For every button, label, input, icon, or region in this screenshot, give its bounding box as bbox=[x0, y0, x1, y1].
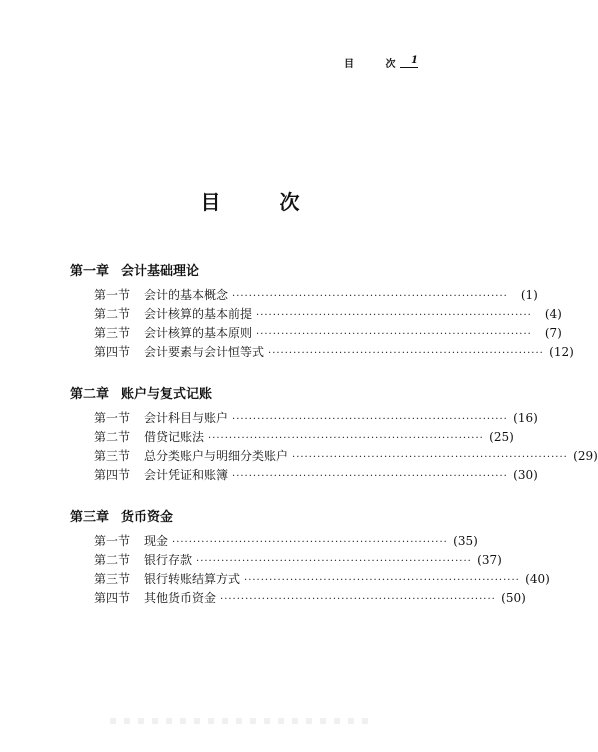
chapter-name: 会计基础理论 bbox=[121, 264, 200, 279]
section-page: (40) bbox=[525, 572, 550, 586]
scan-smudge bbox=[110, 718, 370, 724]
dot-leader: ·································································· bbox=[172, 537, 448, 548]
section-number: 第一节 bbox=[94, 288, 131, 302]
toc-entry[interactable] bbox=[94, 532, 478, 551]
toc-entry[interactable] bbox=[94, 551, 502, 570]
section-title: 现金 bbox=[144, 534, 169, 548]
chapter-name: 货币资金 bbox=[121, 510, 174, 525]
dot-leader: ·································································· bbox=[256, 310, 532, 321]
toc-entry[interactable] bbox=[94, 324, 562, 343]
section-number: 第二节 bbox=[94, 307, 131, 321]
dot-leader: ·································································· bbox=[268, 348, 544, 359]
section-page: (16) bbox=[513, 411, 538, 425]
section-page: (37) bbox=[477, 553, 502, 567]
section-number: 第一节 bbox=[94, 534, 131, 548]
running-header bbox=[336, 55, 420, 71]
toc-entry[interactable] bbox=[94, 589, 526, 608]
section-number: 第三节 bbox=[94, 326, 131, 340]
chapter-heading[interactable] bbox=[70, 386, 420, 404]
dot-leader: ·································································· bbox=[232, 291, 508, 302]
chapter-number: 第二章 bbox=[70, 387, 110, 402]
section-number: 第二节 bbox=[94, 430, 131, 444]
page-title: 目 次 bbox=[200, 190, 326, 214]
section-title: 会计核算的基本原则 bbox=[144, 326, 253, 340]
table-of-contents bbox=[70, 263, 598, 632]
toc-entry[interactable] bbox=[94, 466, 538, 485]
section-number: 第三节 bbox=[94, 449, 131, 463]
section-page: (35) bbox=[453, 534, 478, 548]
chapter-number: 第一章 bbox=[70, 264, 110, 279]
section-title: 借贷记账法 bbox=[144, 430, 205, 444]
chapter-heading[interactable] bbox=[70, 509, 420, 527]
dot-leader: ·································································· bbox=[232, 471, 508, 482]
section-title: 会计的基本概念 bbox=[144, 288, 229, 302]
dot-leader: ·································································· bbox=[292, 452, 568, 463]
toc-entry[interactable] bbox=[94, 305, 562, 324]
chapter-3 bbox=[70, 509, 550, 608]
section-title: 会计凭证和账簿 bbox=[144, 468, 229, 482]
section-number: 第四节 bbox=[94, 468, 131, 482]
dot-leader: ·································································· bbox=[232, 414, 508, 425]
running-title: 目 次 bbox=[344, 59, 410, 70]
section-number: 第一节 bbox=[94, 411, 131, 425]
section-number: 第四节 bbox=[94, 345, 131, 359]
section-page: (4) bbox=[544, 307, 562, 321]
dot-leader: ·································································· bbox=[256, 329, 532, 340]
chapter-heading[interactable] bbox=[70, 263, 420, 281]
chapter-number: 第三章 bbox=[70, 510, 110, 525]
dot-leader: ·································································· bbox=[208, 433, 484, 444]
dot-leader: ·································································· bbox=[196, 556, 472, 567]
toc-entry[interactable] bbox=[94, 409, 538, 428]
page-number: 1 bbox=[400, 55, 418, 68]
chapter-2 bbox=[70, 386, 598, 485]
dot-leader: ·································································· bbox=[220, 594, 496, 605]
toc-entry[interactable] bbox=[94, 286, 538, 305]
toc-entry[interactable] bbox=[94, 428, 514, 447]
section-title: 会计要素与会计恒等式 bbox=[144, 345, 265, 359]
section-title: 银行转账结算方式 bbox=[144, 572, 241, 586]
section-title: 其他货币资金 bbox=[144, 591, 217, 605]
section-page: (1) bbox=[520, 288, 538, 302]
section-number: 第四节 bbox=[94, 591, 131, 605]
chapter-name: 账户与复式记账 bbox=[121, 387, 213, 402]
section-number: 第二节 bbox=[94, 553, 131, 567]
section-title: 会计科目与账户 bbox=[144, 411, 229, 425]
toc-entry[interactable] bbox=[94, 570, 550, 589]
section-title: 总分类账户与明细分类账户 bbox=[144, 449, 289, 463]
dot-leader: ·································································· bbox=[244, 575, 520, 586]
section-title: 银行存款 bbox=[144, 553, 193, 567]
section-page: (25) bbox=[489, 430, 514, 444]
section-page: (12) bbox=[549, 345, 574, 359]
chapter-1 bbox=[70, 263, 574, 362]
section-page: (50) bbox=[501, 591, 526, 605]
toc-entry[interactable] bbox=[94, 447, 598, 466]
toc-entry[interactable] bbox=[94, 343, 574, 362]
section-title: 会计核算的基本前提 bbox=[144, 307, 253, 321]
section-number: 第三节 bbox=[94, 572, 131, 586]
section-page: (29) bbox=[573, 449, 598, 463]
section-page: (30) bbox=[513, 468, 538, 482]
section-page: (7) bbox=[544, 326, 562, 340]
